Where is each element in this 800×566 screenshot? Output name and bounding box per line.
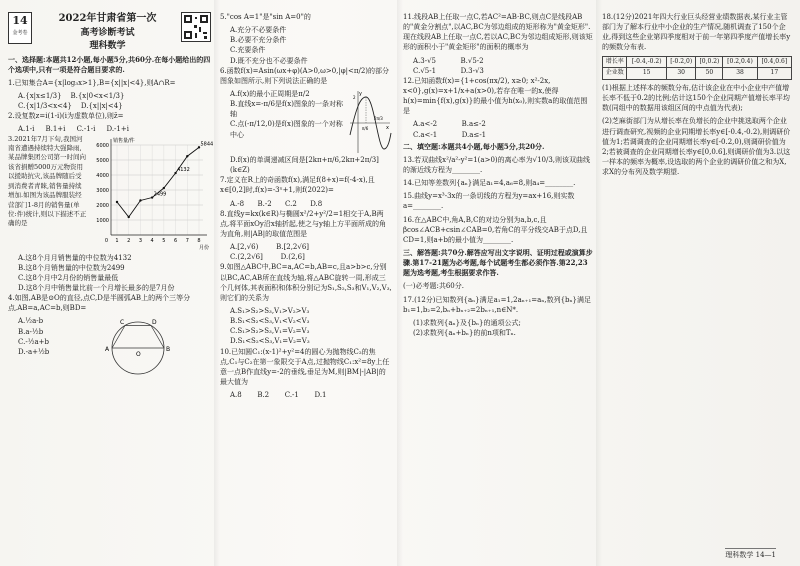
option: C.充要条件 [230,46,266,55]
x-tick-label: 3 [138,237,143,244]
sub-question: (2)芝麻街部门为从增长率在负增长的企业中挑选取两个企业进行调查研究,视频的企业同期增长率y∈[-0.4,-0.2),则调研价值为1;若调调查的企业同期增长率y∈[-0.2,0),则调研价值为2;若被调查的企业同期增长率y∈[0,0.6],则调研价值为3.以这一样本的频率为概率,设选取的两个企业的调研价值之和为X,求X的分布列及数学期望. [602,117,791,177]
q10-options [220,390,392,400]
option: B.{x|0<x<1/3} [70,92,125,101]
fig-label: 2 [353,94,356,100]
question-14: 14.已知等差数列{aₙ}满足a₁=4,a₆=8,则a₄=________. [403,179,576,188]
paper-number-badge [8,12,32,44]
table-cell: [0.2,0.4) [723,56,757,68]
option: A.a<-2 [413,120,438,129]
data-label: 5844 [200,140,214,147]
question-6: 6.函数f(x)=Asin(ωx+φ)(A>0,ω>0,|φ|<π/2)的部分图象如图所示,则下列说法正确的是 [220,66,390,85]
q1-options-row1 [8,91,213,101]
q12-options-row2 [403,130,593,140]
option: A.1-i [18,125,35,134]
table-header-row [603,56,792,68]
option: B.2 [257,391,270,400]
table-cell: [-0.2,0) [666,56,696,68]
exam-title: 2022年甘肃省第一次 [58,13,157,24]
option: B.-2 [257,199,272,208]
option: A.[2,√6) [230,243,259,252]
fig-label: B [166,346,171,354]
sine-graph-figure [348,89,392,155]
table-cell: 38 [723,68,757,80]
y-axis-label: 销售量/件 [113,137,135,144]
option: A.-8 [230,199,245,208]
table-cell: 50 [696,68,723,80]
y-tick-label: 2000 [96,202,109,209]
option: A.{x|x≤1/3} [18,92,62,101]
option: A.3-√5 [413,56,437,65]
option: B.1+i [45,125,66,134]
option: D.{x||x|<4} [80,102,123,111]
question-7: 7.定义在R上的奇函数f(x),满足f(8+x)=f(-4-x),且x∈[0,2]时,f(x)=-3ˣ+1,则f(2022)= [220,176,375,195]
option: A.8 [230,391,242,400]
subsection-heading: (一)必考题:共60分. [403,282,464,291]
badge-label: 金考卷 [12,30,28,36]
option: B.a≤-2 [461,120,486,129]
option: D.a≤-1 [461,130,487,139]
option: D.(2,6] [280,253,305,262]
y-tick-label: 4000 [96,172,109,179]
x-tick-label: 7 [185,237,189,244]
option: C.点(-π/12,0)是f(x)图象的一个对称中心 [230,120,343,139]
table-cell: 15 [627,68,666,80]
section-heading: 一、选择题:本题共12小题,每小题5分,共60分.在每小题给出的四个选项中,只有一项是符合题目要求的. [8,54,211,74]
q6-block [220,89,392,155]
q8-options-row2 [220,252,392,262]
table-cell: 17 [757,68,791,80]
table-cell: 30 [666,68,696,80]
question-12: 12.已知函数f(x)={1+cos(πx/2), x≥0; x²-2x, x<0},g(x)=x+1/x+a(x>0),若存在唯一的x,使得h(x)=min{f(x),g(x)}的最小值为h(x₀),则实数a的取值范围是 [403,76,588,116]
x-tick-label: 4 [150,237,154,244]
frequency-table [602,56,792,80]
question-3: 3.2021年7月下旬,我国河南省遭遇持续特大强降雨,某品牌集团公司第一时间向该省捐赠5000万元物资用以援助抗灾,该品牌随后受到消费者青睐,销售量持续增加.如图为该品牌服装经营部门1-8月的销售量(单位:件)统计,则以下描述不正确的是 [8,134,87,228]
question-4: 4.如图,AB是⊙O的直径,点C,D是半圆弧AB上的两个三等分点,AB=a,AC=b,则BD= [8,294,191,313]
sub-question: (1)求数列{aₙ}及{bₙ}的通项公式; [413,318,521,327]
question-13: 13.若双曲线x²/a²-y²=1(a>0)的离心率为√10/3,则该双曲线的渐近线方程为________. [403,155,591,174]
q8-options-row1 [220,242,392,252]
q11-options-row2 [403,66,593,76]
question-16: 16.在△ABC中,角A,B,C的对边分别为a,b,c,且βcos∠ACB+csin∠CAB=0,若角C的平分线交AB于点D,且CD=1,则a+b的最小值为________. [403,215,588,244]
section-heading: 二、填空题:本题共4小题,每小题5分,共20分. [403,141,545,151]
question-17: 17.(12分)已知数列{aₙ}满足a₁=1,2aₙ₊₁=aₙ,数列{bₙ}满足b₁=1,b₂=2,bₙ+bₙ₊₂=2bₙ₊₁,n∈N*. [403,295,591,314]
y-tick-label: 5000 [96,157,109,164]
question-9: 9.如图△ABC中,BC=a,AC=b,AB=c,且a>b>c,分别以BC,AC,AB所在直线为轴,将△ABC旋转一周,形成三个几何体,其表面积和体积分别记为S₁,S₂,S₃和V₁,V₂,V₃,则它们的关系为 [220,263,392,302]
q3-block [8,135,213,253]
fig-label: A [105,346,110,354]
q11-options-row1 [403,56,593,66]
y-tick-label: 6000 [96,142,109,149]
table-cell: [-0.4,-0.2) [627,56,666,68]
fig-label: y [359,90,362,97]
data-point [139,199,141,201]
y-tick-label: 3000 [96,187,109,194]
table-cell: [0,0.2) [696,56,723,68]
option: A.S₁>S₂>S₃,V₁>V₂>V₃ [230,306,310,315]
option: D.8 [310,199,323,208]
option: C.这8个月中2月份的销售量最低 [18,273,119,282]
option: D.-a+½b [18,347,50,356]
option: D.这8个月中销售量比前一个月增长最多的是7月份 [18,284,175,292]
column-2 [220,12,392,544]
exam-subject: 理科数学 [89,40,126,51]
semicircle-figure [78,316,198,378]
option: C.(2,2√6] [230,253,263,262]
exam-subtitle: 高考诊断考试 [80,27,135,38]
sales-line-chart [91,135,214,253]
q2-options [8,124,213,134]
fig-label: D [152,319,157,327]
column-3 [403,12,593,544]
data-point [116,200,118,202]
question-10: 10.已知圆C₁:(x-1)²+y²=4的圆心为抛物线C₂的焦点,C₁与C₂在第一象限交于A点,过抛物线C₁:x²=8y上任意一点B作直线y=-2的垂线,垂足为M,则|BM|-|AB|的最大值为 [220,347,390,386]
option: D.1 [314,391,327,400]
x-tick-label: 8 [197,237,201,244]
y-tick-label: 1000 [96,217,109,224]
column-1 [8,12,213,544]
q4-options [8,316,78,378]
option: D.f(x)的单调递减区间是[2kπ+π/6,2kπ+2π/3](k∈Z) [230,155,379,175]
option: A.充分不必要条件 [230,26,287,35]
option: D.-1+i [106,125,129,134]
option: C.-1-i [76,125,96,134]
option: C.S₁>S₂>S₃,V₁=V₂=V₃ [230,327,310,336]
table-cell: 企业数 [603,68,627,80]
option: C.{x|1/3<x<4} [18,102,72,111]
data-point [128,215,130,217]
data-label: 2499 [153,191,167,198]
option: B.[2,2√6] [276,243,310,252]
table-cell: [0.4,0.6] [757,56,791,68]
fig-label: π/6 [362,125,369,131]
data-point [163,186,165,188]
option: B.直线x=-π/6是f(x)图象的一条对称轴 [230,100,343,119]
question-2: 2.设复数z=i(1-i)(i为虚数单位),则z̄= [8,112,124,121]
qr-code-icon [181,12,211,42]
option: B.这8个月销售量的中位数为2499 [18,263,125,272]
x-tick-label: 1 [115,237,119,244]
q4-block [8,316,213,378]
option: A.f(x)的最小正周期是π/2 [230,89,310,98]
table-cell: 增长率 [603,56,627,68]
fig-label: C [120,319,125,327]
sub-question: (2)求数列{aₙ+bₙ}的前n项和Tₙ. [413,328,516,337]
option: B.√5-2 [460,56,484,65]
option: C.-1 [284,391,299,400]
fig-label: O [136,351,141,359]
option: C.a<-1 [413,130,438,139]
column-4 [602,12,792,544]
x-tick-label: 2 [127,237,131,244]
option: D.S₁<S₂<S₃,V₁=V₂=V₃ [230,337,310,346]
option: B.S₁<S₂<S₃,V₁<V₂<V₃ [230,317,310,326]
badge-number: 14 [12,14,28,27]
origin-label: 0 [104,237,108,244]
option: C.2 [285,199,297,208]
q6-options [220,89,348,155]
page-footer: 理科数学 14—1 [725,548,776,560]
x-axis-label: 月份 [199,244,210,251]
option: C.√5-1 [413,66,437,75]
q12-options-row1 [403,119,593,129]
option: D.3-√3 [460,66,484,75]
question-5: 5."cos A=1"是"sin A=0"的 [220,13,311,21]
section-heading: 三、解答题:共70分.解答应写出文字说明、证明过程或演算步骤.第17-21题为必考题,每个试题考生都必须作答.第22,23题为选考题,考生根据要求作答. [403,247,593,278]
option: B.必要不充分条件 [230,36,287,45]
question-8: 8.直线y=kx(k∈R)与椭圆x²/2+y²/2=1相交于A,B两点,将平面xOy沿x轴折起,使之与y轴上方平面所成的角为直角,则|AB|的取值范围是 [220,209,386,238]
option: A.这8个月月销售量的中位数为4132 [18,253,132,262]
option: B.a-½b [18,327,44,336]
table-row [603,68,792,80]
option: C.-½a+b [18,337,50,346]
x-tick-label: 5 [162,237,166,244]
fig-label: 2π/3 [374,115,383,121]
x-tick-label: 6 [173,237,178,244]
data-label: 4132 [177,166,190,173]
fig-label: x [386,124,389,131]
data-point [186,155,188,157]
option: A.½a-b [18,317,44,326]
q7-options [220,199,392,209]
question-15: 15.曲线y=x³-3x的一条切线的方程为y=ax+16,则实数a=________. [403,192,575,211]
series-line [117,147,199,217]
sub-question: (1)根据上述样本的频数分布,估计该企业在中小企业中产值增长率不低于0.2的比例;估计这150个企业同期产值增长率平均数(同组中的数据用该组区间的中点值为代表); [602,83,790,113]
question-18: 18.(12分)2021年四大行业巨头经营业绩数据表,某行业主管部门为了解本行业中小企业的生产情况,随机调查了150个企业,得到这些企业第四季度相对于前一年第四季度产值增长率y的频数分布表. [602,13,791,52]
q1-options-row2 [8,101,213,111]
option: D.既不充分也不必要条件 [230,56,308,65]
question-11: 11.线段AB上任取一点C,若AC²=AB·BC,则点C是线段AB的"黄金分割点",以AC,BC为邻边组成的矩形称为"黄金矩形".现在线段AB上任取一点C,若以AC,BC为邻边组成矩形,则该矩形的面积小于"黄金矩形"的面积的概率为 [403,13,593,52]
question-1: 1.已知集合A={x|log₃x>1},B={x||x|<4},则A∩R= [8,78,176,87]
